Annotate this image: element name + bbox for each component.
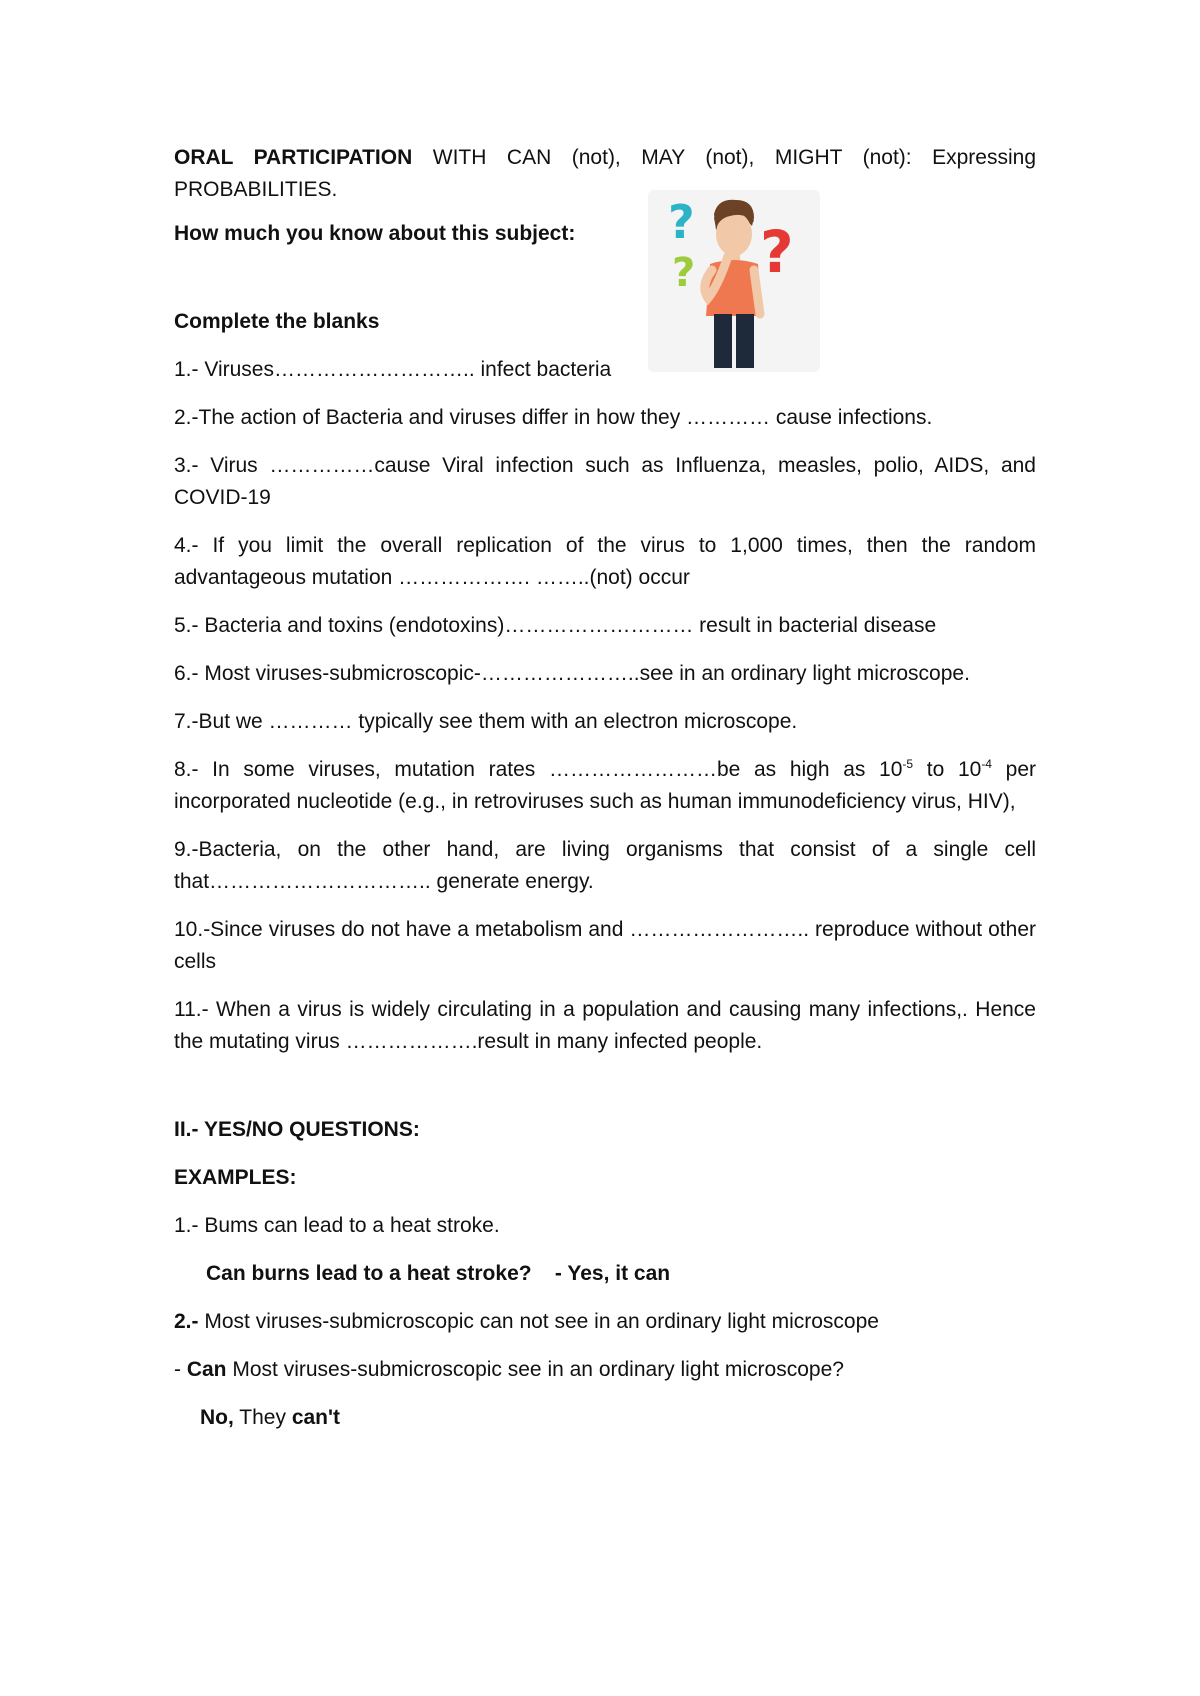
item8-rest: per incorporated nucleotide (e.g., in retroviruses such as human immunodeficiency virus, HIV), <box>174 758 1037 813</box>
section2-heading: II.- YES/NO QUESTIONS: <box>174 1118 420 1141</box>
blank-item-1: 1.- Viruses……………………….. infect bacteria <box>174 358 612 381</box>
title-bold: ORAL PARTICIPATION <box>174 146 413 169</box>
spacer <box>174 1074 1036 1114</box>
question-mark-icon: ? <box>672 250 696 296</box>
answer-cant: can't <box>291 1406 340 1429</box>
answer-no: No, <box>200 1406 234 1429</box>
blank-item-6: 6.- Most viruses-submicroscopic-…………………..see in an ordinary light microscope. <box>174 662 970 685</box>
blank-item-3: 3.- Virus ……………cause Viral infection such as Influenza, measles, polio, AIDS, and COVID-19 <box>174 454 1036 509</box>
question-mark-icon: ? <box>760 218 794 286</box>
blank-item-2: 2.-The action of Bacteria and viruses differ in how they ………… cause infections. <box>174 406 933 429</box>
example-1-q: Can burns lead to a heat stroke? <box>206 1262 532 1285</box>
worksheet-content <box>174 142 1036 1450</box>
blank-item-9: 9.-Bacteria, on the other hand, are living organisms that consist of a single cell that………………………….. generate energy. <box>174 838 1036 893</box>
example-2-statement <box>174 1306 1036 1338</box>
examples-label: EXAMPLES: <box>174 1166 297 1189</box>
blank-item-5: 5.- Bacteria and toxins (endotoxins)……………………… result in bacterial disease <box>174 614 937 637</box>
worksheet-title <box>174 142 1036 206</box>
question-mark-icon: ? <box>668 195 695 249</box>
example-1-question <box>174 1258 1036 1290</box>
example-2-number: 2.- <box>174 1310 199 1333</box>
example-2-q-rest: Most viruses-submicroscopic see in an ordinary light microscope? <box>226 1358 844 1381</box>
section1-heading: Complete the blanks <box>174 310 380 333</box>
title-rest: WITH CAN (not), MAY (not), MIGHT (not): Expressing PROBABILITIES. <box>174 146 1037 201</box>
blank-item-7: 7.-But we ………… typically see them with an electron microscope. <box>174 710 798 733</box>
item8-start: 8.- In some viruses, mutation rates ……………………be as high as 10 <box>174 758 903 781</box>
intro-question: How much you know about this subject: <box>174 222 576 245</box>
example-2-question <box>174 1354 1036 1386</box>
blank-item-4: 4.- If you limit the overall replication of the virus to 1,000 times, then the random advantageous mutation ………………. ……..(not) occur <box>174 534 1036 589</box>
example-2-can: Can <box>186 1358 227 1381</box>
example-1-statement: 1.- Bums can lead to a heat stroke. <box>174 1214 500 1237</box>
example-2-dash: - <box>174 1358 187 1381</box>
example-1-answer: - Yes, it can <box>554 1262 671 1285</box>
blank-item-10: 10.-Since viruses do not have a metabolism and …………………….. reproduce without other cells <box>174 918 1036 973</box>
example-2-answer <box>174 1402 1036 1434</box>
spacer <box>174 266 1036 306</box>
item8-to: to 10 <box>913 758 982 781</box>
item8-exponent-2: -4 <box>981 757 992 771</box>
blank-item-11: 11.- When a virus is widely circulating in a population and causing many infections,. Hence the mutating virus ……………….result in many infected people. <box>174 998 1036 1053</box>
example-2-text: Most viruses-submicroscopic can not see in an ordinary light microscope <box>198 1310 879 1333</box>
item8-exponent-1: -5 <box>902 757 914 771</box>
blank-item-8 <box>174 754 1036 818</box>
answer-they: They <box>233 1406 292 1429</box>
